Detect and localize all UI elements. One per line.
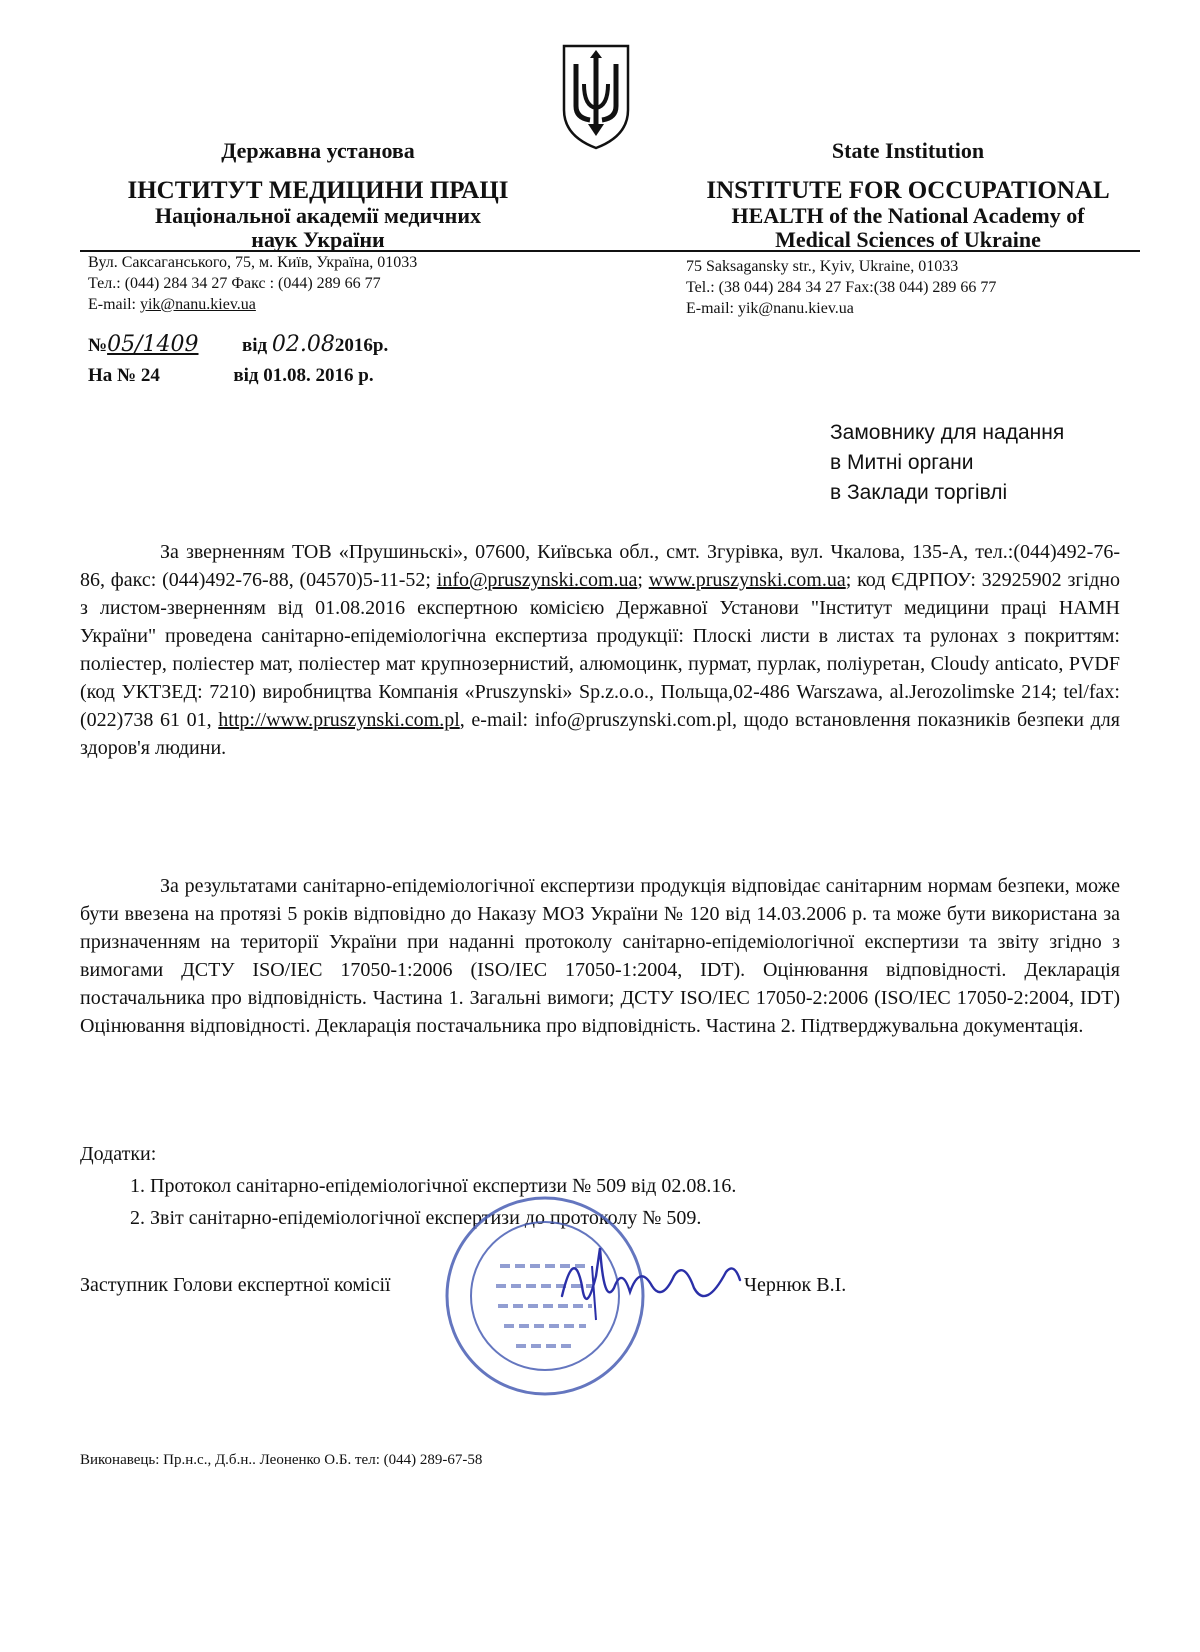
email-link-en[interactable]: yik@nanu.kiev.ua xyxy=(737,300,854,317)
addressee-line-3: в Заклади торгівлі xyxy=(830,481,1008,504)
outgoing-ref xyxy=(88,330,388,361)
contacts-left xyxy=(88,252,417,315)
signer-title: Заступник Голови експертної комісії xyxy=(80,1274,391,1296)
institution-type-en: State Institution xyxy=(831,138,985,163)
email-line-en xyxy=(686,298,996,319)
reference-numbers xyxy=(88,330,388,391)
signer-name: Чернюк В.І. xyxy=(744,1274,847,1296)
incoming-date: від 01.08. 2016 р. xyxy=(233,365,374,386)
addressee-line-2: в Митні органи xyxy=(830,451,974,474)
paragraph-request xyxy=(80,538,1120,762)
institution-type-ua: Державна установа xyxy=(221,138,415,163)
outgoing-date-hand: 02.08 xyxy=(271,332,335,357)
header-right xyxy=(688,138,1128,252)
email-line-ua xyxy=(88,294,417,315)
paragraph2-text: За результатами санітарно-епідеміологічної експертизи продукція відповідає санітарним нормам безпеки, може бути ввезена на протязі 5 років відповідно до Наказу МОЗ України № 120 від 14.03.2006 р. та може бути використана за призначенням на території України при наданні протоколу санітарно-епідеміологічної експертизи та звіту згідно з вимогами ДСТУ ISO/IEC 17050-1:2006 (ISO/IEC 17050-1:2004, IDT). Оцінювання відповідності. Декларація постачальника про відповідність. Частина 1. Загальні вимоги; ДСТУ ISO/IEC 17050-2:2006 (ISO/IEC 17050-2:2004, IDT) Оцінювання відповідності. Декларація постачальника про відповідність. Частина 2. Підтверджувальна документація. xyxy=(80,875,1120,1037)
trident-coat-of-arms-icon xyxy=(560,44,632,150)
institution-name-ua: ІНСТИТУТ МЕДИЦИНИ ПРАЦІ xyxy=(127,177,509,204)
paragraph-result xyxy=(80,872,1120,1040)
academy-name-ua: Національної академії медичних xyxy=(154,203,481,228)
attachment-item: 2. Звіт санітарно-епідеміологічної експертизи до протоколу № 509. xyxy=(150,1202,736,1234)
phone-en: Tel.: (38 044) 284 34 27 Fax:(38 044) 289 66 77 xyxy=(686,279,997,296)
institution-name-en: INSTITUTE FOR OCCUPATIONAL xyxy=(706,177,1110,204)
addressee-block xyxy=(830,418,1064,508)
academy-name-en: HEALTH of the National Academy of xyxy=(731,203,1085,228)
contacts-right xyxy=(686,256,996,319)
header-left xyxy=(88,138,548,252)
paragraph1-text-2: ; xyxy=(637,569,649,591)
outgoing-date-label: від xyxy=(242,335,272,356)
outgoing-no-value: 05/1409 xyxy=(107,332,199,357)
academy-name-en-2: Medical Sciences of Ukraine xyxy=(775,227,1041,252)
address-ua: Вул. Саксаганського, 75, м. Київ, Україна, 01033 xyxy=(88,254,418,271)
phone-ua: Тел.: (044) 284 34 27 Факс : (044) 289 66 77 xyxy=(88,275,381,292)
paragraph1-text-4: , e-mail: info@pruszynski.com.pl, щодо встановлення показників безпеки для здоров'я людини. xyxy=(80,709,1120,759)
addressee-line-1: Замовнику для надання xyxy=(830,421,1065,444)
outgoing-no-label: № xyxy=(88,335,108,356)
manufacturer-url-link[interactable]: http://www.pruszynski.com.pl xyxy=(218,709,460,731)
attachment-item: 1. Протокол санітарно-епідеміологічної експертизи № 509 від 02.08.16. xyxy=(150,1170,736,1202)
outgoing-date-year: 2016р. xyxy=(334,335,389,356)
incoming-ref xyxy=(88,361,388,391)
incoming-no: На № 24 xyxy=(88,365,160,386)
email-link-ua[interactable]: yik@nanu.kiev.ua xyxy=(139,296,256,313)
address-en: 75 Saksagansky str., Kyiv, Ukraine, 01033 xyxy=(686,258,959,275)
executor-line: Виконавець: Пр.н.с., Д.б.н.. Леоненко О.Б. тел: (044) 289-67-58 xyxy=(80,1452,483,1468)
handwritten-signature-icon xyxy=(556,1236,746,1326)
email-label: E-mail: xyxy=(88,296,140,313)
company-email-link[interactable]: info@pruszynski.com.ua xyxy=(436,569,638,591)
paragraph1-text-3: ; код ЄДРПОУ: 32925902 згідно з листом-зверненням від 01.08.2016 експертною комісією Державної Установи "Інститут медицини праці НАМН України" проведена санітарно-епідеміологічна експертиза продукції: Плоскі листи в листах та рулонах з покриттям: поліестер, поліестер мат, поліестер мат крупнозернистий, алюмоцинк, пурмат, пурлак, поліуретан, Cloudy anticato, PVDF (код УКТЗЕД: 7210) виробництва Компанія «Pruszynski» Sp.z.o.o., Польща,02-486 Warszawa, al.Jerozolimske 214; tel/fax:(022)738 61 01, xyxy=(80,569,1121,731)
attachments-title: Додатки: xyxy=(80,1143,157,1165)
academy-name-ua-2: наук України xyxy=(251,227,385,252)
company-site-link[interactable]: www.pruszynski.com.ua xyxy=(648,569,846,591)
paragraph1-text-1: За зверненням ТОВ «Прушиньскі», 07600, Київська обл., смт. Згурівка, вул. Чкалова, 135-А, тел.:(044)492-76-86, факс: (044)492-76-88, (04570)5-11-52; xyxy=(80,541,1120,591)
email-label: E-mail: xyxy=(686,300,738,317)
